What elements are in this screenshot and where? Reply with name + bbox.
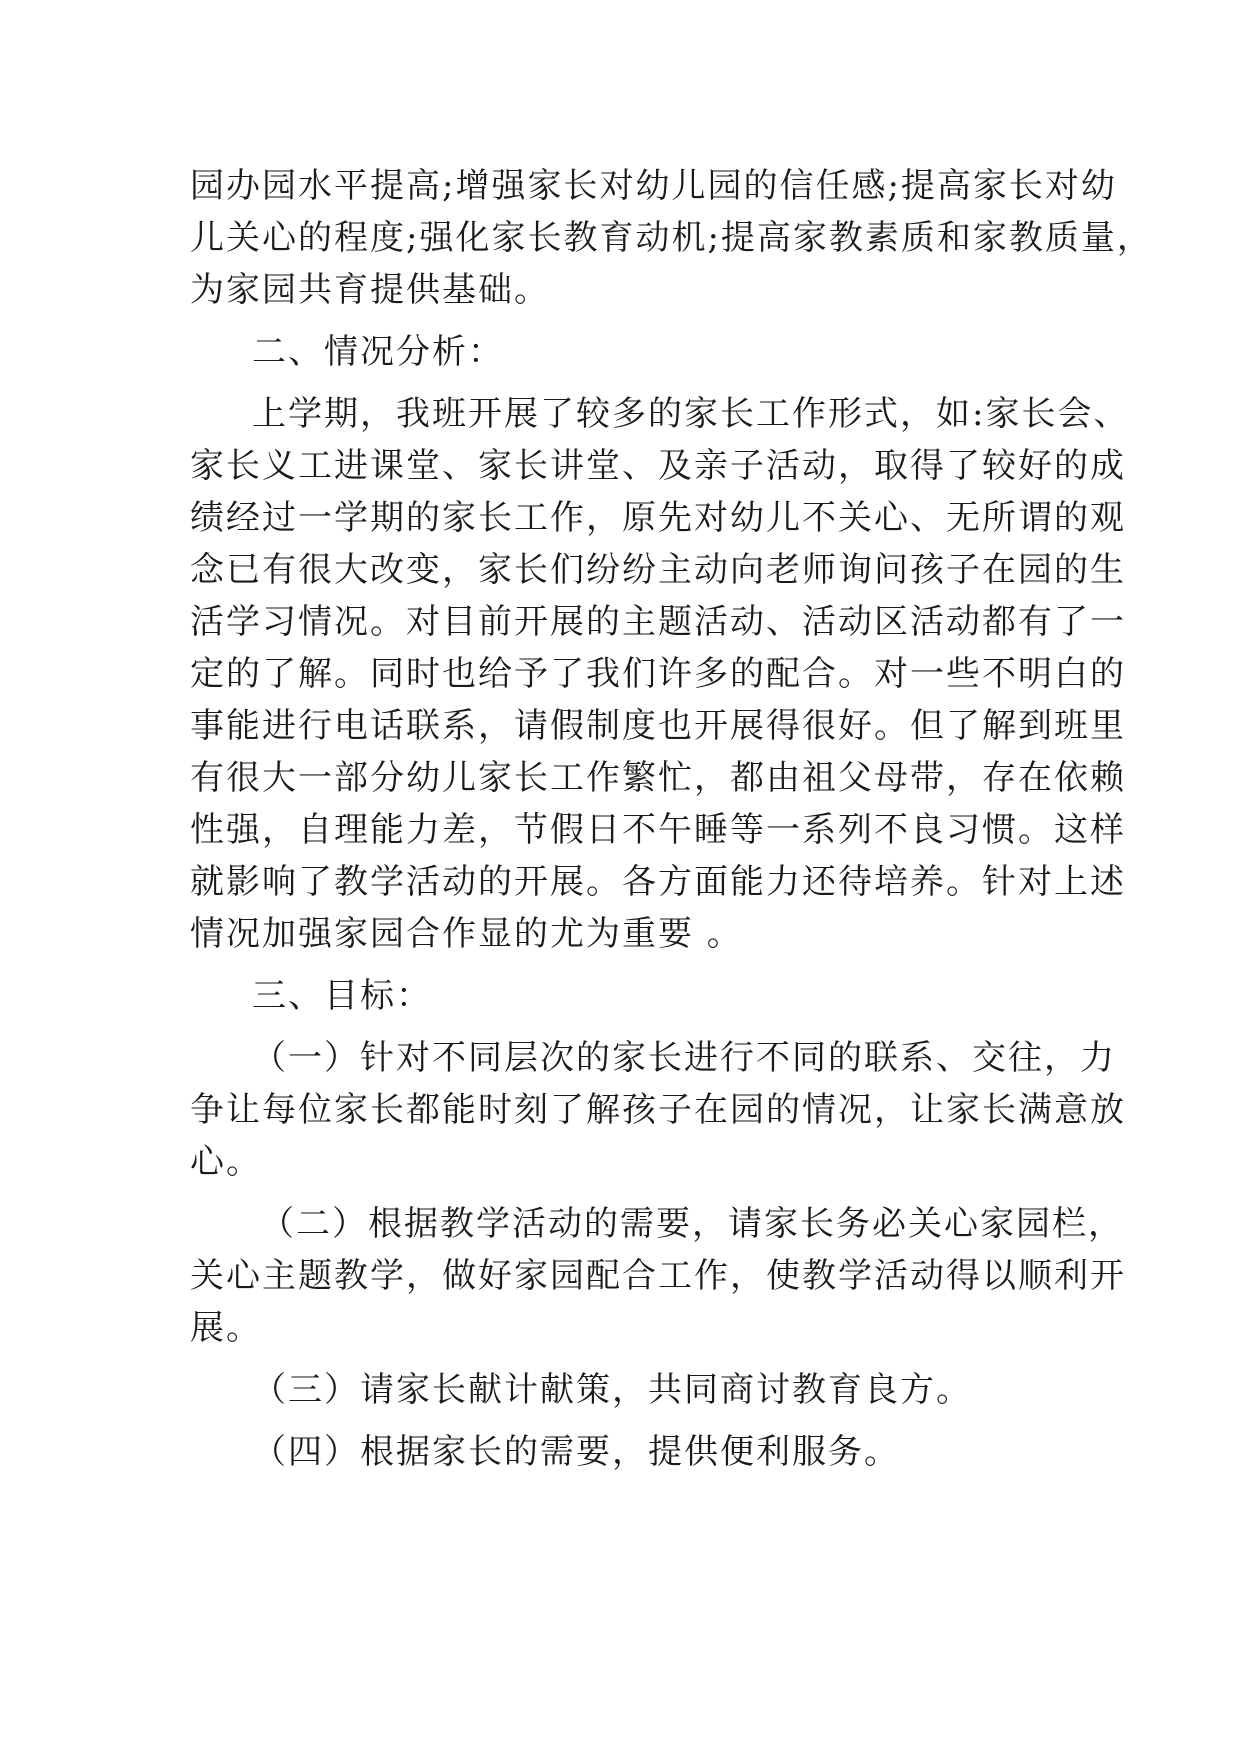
text-line: 念已有很大改变，家长们纷纷主动向老师询问孩子在园的生 xyxy=(190,550,1126,590)
text-line: 绩经过一学期的家长工作，原先对幼儿不关心、无所谓的观 xyxy=(190,498,1126,538)
paragraph-goal-2 xyxy=(190,1198,1126,1354)
text-line: 展。 xyxy=(190,1308,262,1348)
paragraph-goal-4 xyxy=(190,1426,1090,1478)
text-line: （二）根据教学活动的需要，请家长务必关心家园栏， xyxy=(260,1204,1124,1244)
paragraph-goal-1 xyxy=(190,1032,1126,1188)
text-line: 活学习情况。对目前开展的主题活动、活动区活动都有了一 xyxy=(190,602,1126,642)
text-line: 上学期，我班开展了较多的家长工作形式，如:家长会、 xyxy=(252,394,1130,434)
heading-text: 二、情况分析： xyxy=(252,332,504,372)
text-line: 就影响了教学活动的开展。各方面能力还待培养。针对上述 xyxy=(190,862,1126,902)
text-line: （一）针对不同层次的家长进行不同的联系、交往，力 xyxy=(252,1038,1116,1078)
text-line: 争让每位家长都能时刻了解孩子在园的情况，让家长满意放 xyxy=(190,1090,1126,1130)
section-heading-situation-analysis xyxy=(190,326,1090,378)
paragraph-intro-continuation xyxy=(190,160,1153,316)
paragraph-situation-analysis xyxy=(190,388,1130,960)
text-line: 心。 xyxy=(190,1142,262,1182)
text-line: 情况加强家园合作显的尤为重要 。 xyxy=(190,914,743,954)
heading-text: 三、目标： xyxy=(252,976,432,1016)
section-heading-goals xyxy=(190,970,1090,1022)
text-line: 事能进行电话联系，请假制度也开展得很好。但了解到班里 xyxy=(190,706,1126,746)
text-line: （四）根据家长的需要，提供便利服务。 xyxy=(252,1432,900,1472)
document-body xyxy=(190,160,1153,1488)
paragraph-goal-3 xyxy=(190,1364,1090,1416)
text-line: 为家园共育提供基础。 xyxy=(190,270,550,310)
text-line: 定的了解。同时也给予了我们许多的配合。对一些不明白的 xyxy=(190,654,1126,694)
text-line: 园办园水平提高;增强家长对幼儿园的信任感;提高家长对幼 xyxy=(190,166,1117,206)
text-line: （三）请家长献计献策，共同商讨教育良方。 xyxy=(252,1370,972,1410)
text-line: 有很大一部分幼儿家长工作繁忙，都由祖父母带，存在依赖 xyxy=(190,758,1126,798)
text-line: 儿关心的程度;强化家长教育动机;提高家教素质和家教质量， xyxy=(190,218,1153,258)
text-line: 性强，自理能力差，节假日不午睡等一系列不良习惯。这样 xyxy=(190,810,1126,850)
text-line: 关心主题教学，做好家园配合工作，使教学活动得以顺利开 xyxy=(190,1256,1126,1296)
text-line: 家长义工进课堂、家长讲堂、及亲子活动，取得了较好的成 xyxy=(190,446,1126,486)
